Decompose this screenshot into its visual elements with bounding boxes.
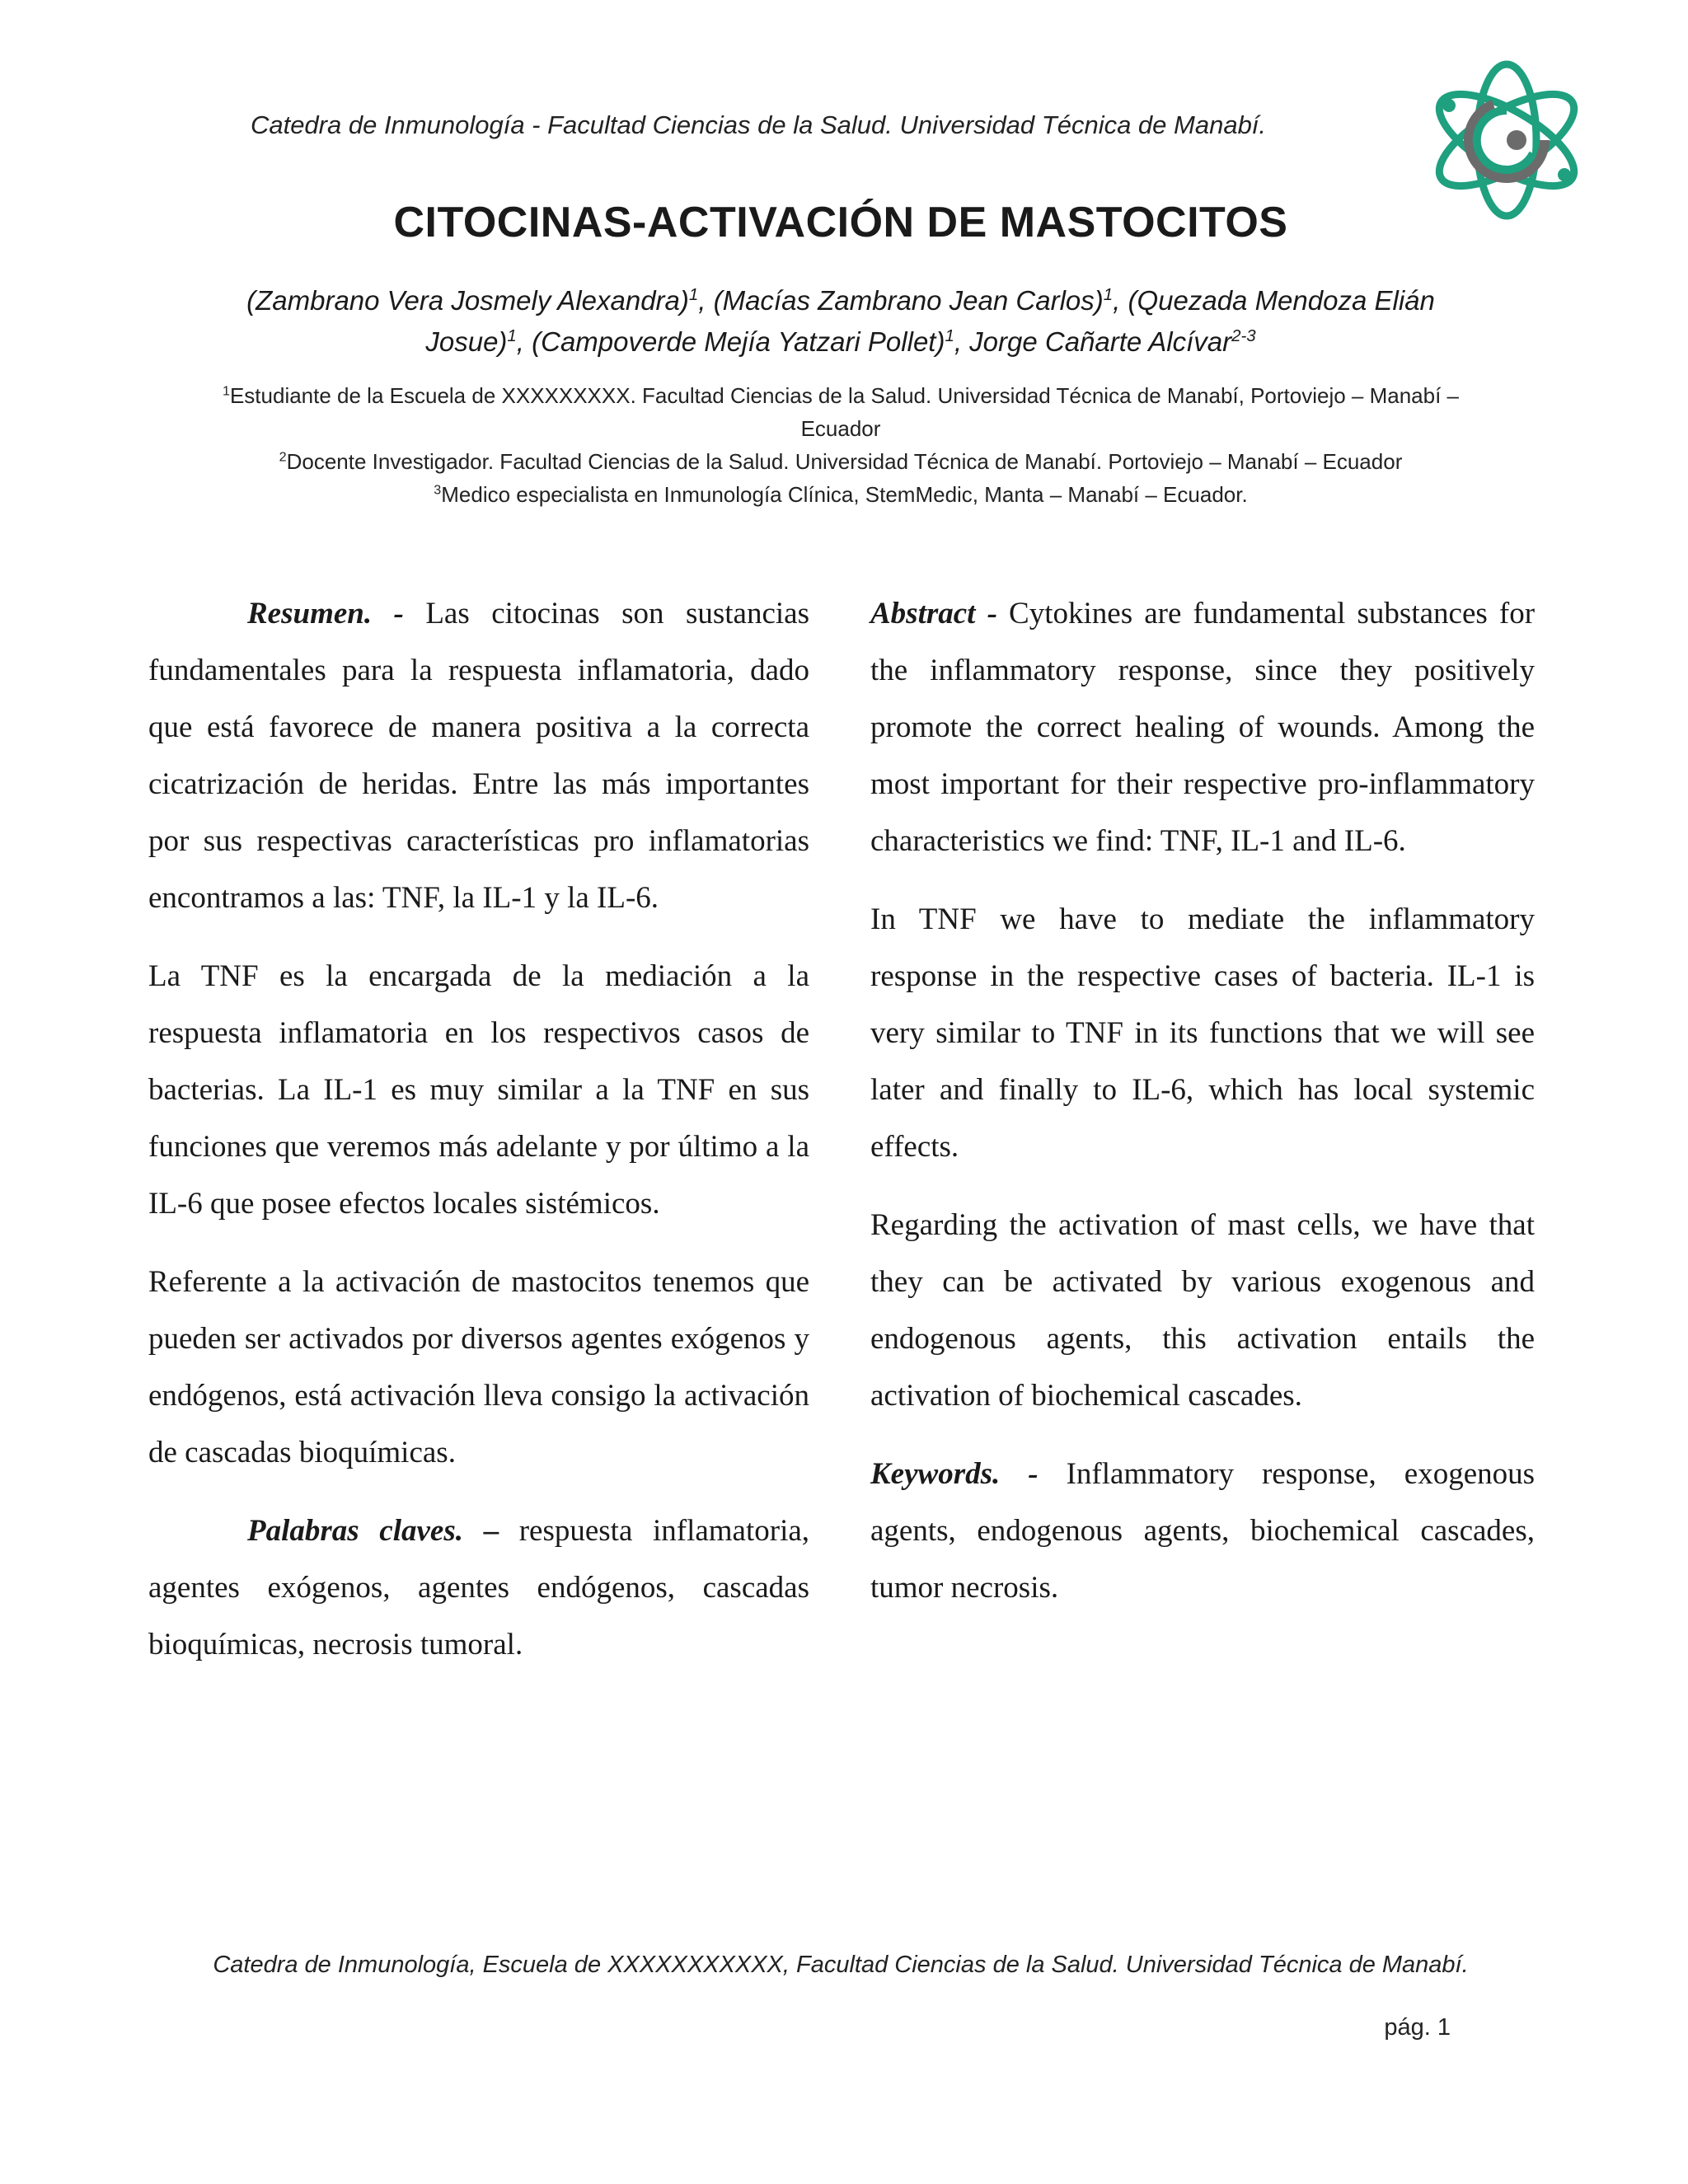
author-4-sup: 1: [945, 326, 954, 345]
author-2: , (Macías Zambrano Jean Carlos): [698, 285, 1104, 316]
resumen-paragraph-2: La TNF es la encargada de la mediación a la respuesta inflamatoria en los respectivos casos de bacterias. La IL-1 es muy similar a la TNF en sus funciones que veremos más adelante y por último a la IL-6 que posee efectos locales sistémicos.: [148, 959, 809, 1221]
resumen-column: [148, 585, 809, 1694]
page-number: pág. 1: [1384, 2014, 1451, 2041]
author-5-sup: 2-3: [1231, 326, 1256, 345]
abstract-label: Abstract -: [870, 597, 997, 630]
abstract-paragraph-2: In TNF we have to mediate the inflammatory response in the respective cases of bacteria. IL-1 is very similar to TNF in its functions that we will see later and finally to IL-6, which has local systemic effects.: [870, 902, 1535, 1164]
affiliation-2: $^2$Docente Investigador. Facultad Ciencias de la Salud. Universidad Técnica de Manabí. Portoviejo – Manabí – Ecuador: [279, 449, 1403, 474]
paper-title: CITOCINAS-ACTIVACIÓN DE MASTOCITOS: [393, 199, 1288, 246]
affiliation-1: $^1$Estudiante de la Escuela de XXXXXXXXX. Facultad Ciencias de la Salud. Universidad Técnica de Manabí, Portoviejo – Manabí – Ecuador: [222, 383, 1460, 441]
abstract-paragraph-3: Regarding the activation of mast cells, we have that they can be activated by various exogenous and endogenous agents, this activation entails the activation of biochemical cascades.: [870, 1208, 1535, 1413]
author-list: [231, 280, 1451, 363]
palabras-claves-label: Palabras claves.: [247, 1514, 463, 1548]
resumen-paragraph-1: Resumen. - Las citocinas son sustancias fundamentales para la respuesta inflamatoria, dado que está favorece de manera positiva a la correcta cicatrización de heridas. Entre las más importantes por sus respectivas características pro inflamatorias encontramos a las: TNF, la IL-1 y la IL-6.: [148, 597, 810, 915]
resumen-label: Resumen. -: [247, 597, 404, 630]
author-3-sup: 1: [507, 326, 517, 345]
author-1-sup: 1: [688, 285, 699, 304]
author-5: , Jorge Cañarte Alcívar: [954, 326, 1232, 357]
affiliation-3: $^3$Medico especialista en Inmunología Clínica, StemMedic, Manta – Manabí – Ecuador.: [434, 482, 1248, 507]
keywords: Keywords. - Inflammatory response, exogenous agents, endogenous agents, biochemical cascades, tumor necrosis.: [870, 1457, 1536, 1605]
author-2-sup: 1: [1103, 285, 1114, 304]
running-header: Catedra de Inmunología - Facultad Ciencias de la Salud. Universidad Técnica de Manabí.: [250, 110, 1267, 139]
abstract-column: [870, 585, 1535, 1638]
keywords-label: Keywords. -: [870, 1457, 1039, 1491]
author-1: (Zambrano Vera Josmely Alexandra): [246, 285, 689, 316]
author-4: , (Campoverde Mejía Yatzari Pollet): [516, 326, 945, 357]
running-footer: Catedra de Inmunología, Escuela de XXXXXXXXXXX, Facultad Ciencias de la Salud. Universidad Técnica de Manabí.: [213, 1952, 1469, 1978]
author-3: , (Quezada Mendoza Elián Josue): [425, 285, 1435, 357]
palabras-claves: Palabras claves. – respuesta inflamatoria, agentes exógenos, agentes endógenos, cascadas bioquímicas, necrosis tumoral.: [148, 1514, 810, 1661]
resumen-paragraph-3: Referente a la activación de mastocitos tenemos que pueden ser activados por diversos agentes exógenos y endógenos, está activación lleva consigo la activación de cascadas bioquímicas.: [148, 1265, 809, 1469]
affiliations: [198, 379, 1484, 511]
abstract-paragraph-1: Abstract - Cytokines are fundamental substances for the inflammatory response, since they positively promote the correct healing of wounds. Among the most important for their respective pro-inflammatory characteristics we find: TNF, IL-1 and IL-6.: [870, 597, 1536, 858]
